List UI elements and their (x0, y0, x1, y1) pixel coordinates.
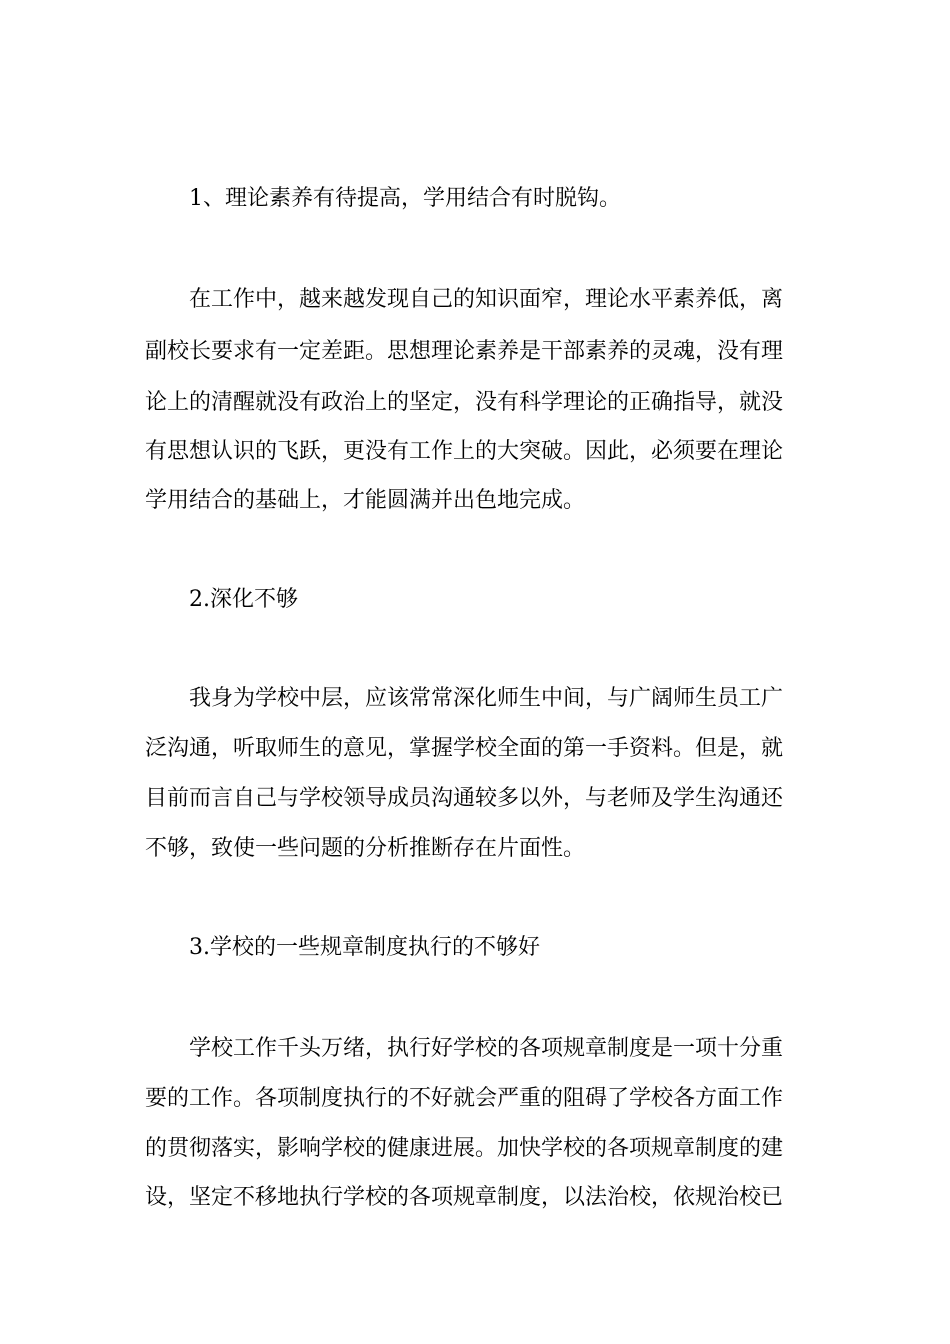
paragraph-line: 学校工作千头万绪，执行好学校的各项规章制度是一项十分重 (189, 1036, 784, 1061)
paragraph-line: 要的工作。各项制度执行的不好就会严重的阻碍了学校各方面工作 (145, 1086, 784, 1111)
section-heading-1: 1、理论素养有待提高，学用结合有时脱钩。 (189, 186, 621, 211)
paragraph-line: 有思想认识的飞跃，更没有工作上的大突破。因此，必须要在理论 (145, 439, 784, 464)
paragraph-line: 我身为学校中层，应该常常深化师生中间，与广阔师生员工广 (189, 686, 784, 711)
paragraph-line: 在工作中，越来越发现自己的知识面窄，理论水平素养低，离 (189, 287, 784, 312)
paragraph-line: 目前而言自己与学校领导成员沟通较多以外，与老师及学生沟通还 (145, 786, 784, 811)
paragraph-line: 副校长要求有一定差距。思想理论素养是干部素养的灵魂，没有理 (145, 339, 784, 364)
section-heading-3: 3.学校的一些规章制度执行的不够好 (189, 935, 540, 960)
section-heading-2: 2.深化不够 (189, 587, 298, 612)
paragraph-line: 泛沟通，听取师生的意见，掌握学校全面的第一手资料。但是，就 (145, 736, 784, 761)
paragraph-line: 学用结合的基础上，才能圆满并出色地完成。 (145, 488, 586, 513)
paragraph-line: 的贯彻落实，影响学校的健康进展。加快学校的各项规章制度的建 (145, 1136, 784, 1161)
paragraph-line: 论上的清醒就没有政治上的坚定，没有科学理论的正确指导，就没 (145, 390, 784, 415)
paragraph-line: 设，坚定不移地执行学校的各项规章制度，以法治校，依规治校已 (145, 1185, 784, 1210)
paragraph-line: 不够，致使一些问题的分析推断存在片面性。 (145, 836, 586, 861)
